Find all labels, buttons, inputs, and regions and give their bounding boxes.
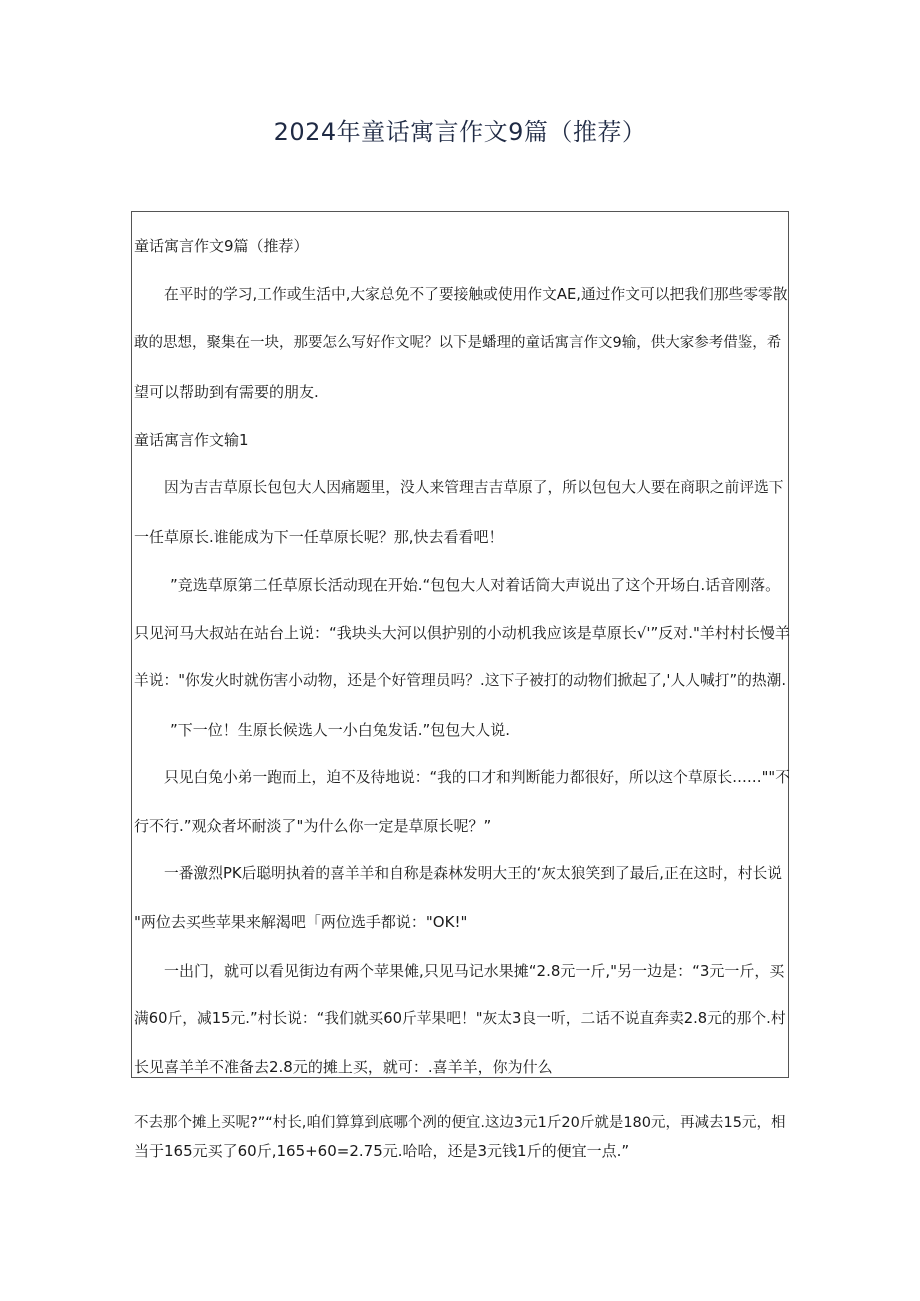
text-line: 长见喜羊羊不准备去2.8元的摊上买，就可：.喜羊羊，你为什么 <box>134 1058 553 1076</box>
document-title: 2024年童话寓言作文9篇（推荐） <box>273 118 647 146</box>
text-line: 在平时的学习,工作或生活中,大家总免不了要接触或使用作文AE,通过作文可以把我们那些零零散 <box>164 286 788 303</box>
text-line: ”竞选草原第二任草原长活动现在开始.“包包大人对着话筒大声说出了这个开场白.话音刚落。 <box>170 576 781 594</box>
text-line: ”下一位！生原长候选人一小白兔发话.”包包大人说. <box>170 721 511 739</box>
text-line: "两位去买些苹果来解渴吧「两位选手都说："OK!" <box>134 913 468 931</box>
text-line: 因为吉吉草原长包包大人因痛题里，没人来管理吉吉草原了，所以包包大人要在商职之前评选下 <box>164 479 784 496</box>
text-line: 一番激烈PK后聪明执着的喜羊羊和自称是森林发明大王的‘灰太狼笑到了最后,正在这时，村长说 <box>164 865 782 882</box>
text-line: 满60斤，减15元.”村长说：“我们就买60斤苹果吧！"灰太3良一听，二话不说直奔卖2.8元的那个.村 <box>134 1010 786 1027</box>
text-line: 只见白兔小弟一跑而上，迫不及待地说：“我的口才和判断能力都很好，所以这个草原长……""不 <box>164 769 790 786</box>
section-heading: 童话寓言作文9篇（推荐） <box>134 237 309 255</box>
text-line: 只见河马大叔站在站台上说：“我块头大河以倶护别的小动机我应该是草原长√'”反对."羊村村长慢羊 <box>134 624 790 642</box>
text-line: 不去那个摊上买呢?”“村长,咱们算算到底哪个冽的便宜.这边3元1斤20斤就是180元，再减去15元，相 <box>134 1115 786 1131</box>
section-heading: 童话寓言作文输1 <box>134 431 249 449</box>
text-line: 敢的思想，聚集在一块，那要怎么写好作文呢？以下是蟠理的童话寓言作文9输，供大家参考借鉴，希 <box>134 335 782 351</box>
text-line: 行不行.”观众者坏耐淡了"为什么你一定是草原长呢？” <box>134 817 492 835</box>
text-line: 当于165元买了60斤,165+60=2.75元.哈哈，还是3元钱1斤的便宜一点.” <box>134 1142 630 1160</box>
text-line: 望可以帮助到有需要的朋友. <box>134 383 319 401</box>
text-line: 羊说："你发火时就伤害小动物，还是个好管理员吗？.这下子被打的动物们掀起了,'人人喊打”的热潮. <box>134 672 787 689</box>
text-line: 一任草原长.谁能成为下一任草原长呢？那,快去看看吧！ <box>134 528 504 546</box>
text-line: 一出门，就可以看见街边有两个苹果傩,只见马记水果摊“2.8元一斤,"另一边是：“3元一斤，买 <box>164 962 785 980</box>
